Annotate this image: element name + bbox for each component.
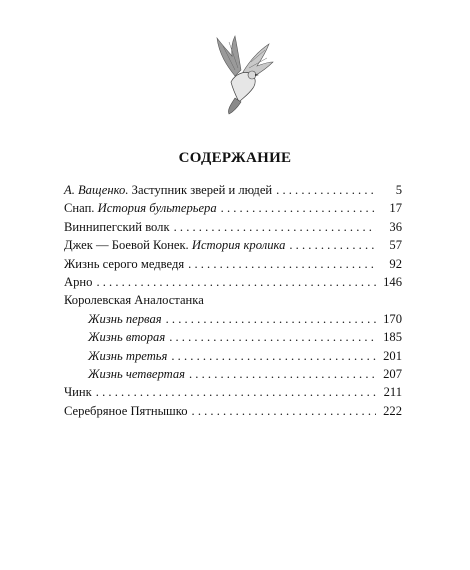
toc-entry[interactable] [64, 236, 402, 254]
leader-dots [169, 328, 376, 346]
table-of-contents [64, 181, 402, 420]
entry-title: Жизнь четвертая [88, 366, 185, 381]
toc-entry[interactable] [64, 383, 402, 401]
leader-dots [166, 310, 376, 328]
dove-illustration [205, 32, 277, 116]
leader-dots [96, 383, 376, 401]
entry-page: 36 [389, 219, 402, 234]
entry-title: Арно [64, 274, 93, 289]
entry-title: Снап. [64, 201, 98, 216]
entry-page: 57 [389, 238, 402, 253]
leader-dots [289, 236, 376, 254]
entry-page: 17 [389, 201, 402, 216]
entry-title: Серебряное Пятнышко [64, 403, 188, 418]
leader-dots [192, 402, 376, 420]
toc-section-title[interactable] [64, 291, 402, 309]
entry-page: 207 [383, 366, 402, 381]
entry-subtitle: История кролика [191, 238, 286, 253]
entry-page: 222 [383, 403, 402, 418]
toc-entry[interactable] [64, 273, 402, 291]
entry-author: А. Ващенко. [64, 183, 129, 197]
entry-page: 185 [383, 330, 402, 345]
toc-entry[interactable] [64, 255, 402, 273]
entry-page: 5 [395, 183, 402, 197]
entry-title: Жизнь первая [88, 311, 162, 326]
toc-entry[interactable] [64, 199, 402, 217]
entry-page: 92 [389, 256, 402, 271]
leader-dots [276, 181, 376, 199]
toc-sub-entry[interactable] [64, 347, 402, 365]
entry-page: 170 [383, 311, 402, 326]
toc-sub-entry[interactable] [64, 310, 402, 328]
entry-title: Жизнь вторая [88, 330, 166, 345]
entry-page: 146 [383, 274, 402, 289]
entry-subtitle: История бультерьера [97, 201, 217, 216]
entry-title: Заступник зверей и людей [128, 183, 273, 197]
leader-dots [174, 218, 376, 236]
leader-dots [189, 365, 376, 383]
leader-dots [221, 199, 376, 217]
toc-entry[interactable] [64, 218, 402, 236]
leader-dots [96, 273, 376, 291]
toc-sub-entry[interactable] [64, 328, 402, 346]
entry-title: Жизнь третья [88, 348, 168, 363]
entry-title: Жизнь серого медведя [64, 256, 185, 271]
entry-title: Виннипегский волк [64, 219, 170, 234]
toc-entry[interactable] [64, 181, 402, 199]
leader-dots [171, 347, 376, 365]
entry-title: Джек — Боевой Конек. [64, 238, 192, 253]
entry-page: 201 [383, 348, 402, 363]
entry-title: Чинк [64, 385, 92, 400]
entry-page: 211 [383, 385, 402, 400]
section-title: Королевская Аналостанка [64, 293, 204, 308]
leader-dots [188, 255, 376, 273]
toc-entry[interactable] [64, 402, 402, 420]
toc-heading: СОДЕРЖАНИЕ [178, 150, 292, 166]
toc-sub-entry[interactable] [64, 365, 402, 383]
